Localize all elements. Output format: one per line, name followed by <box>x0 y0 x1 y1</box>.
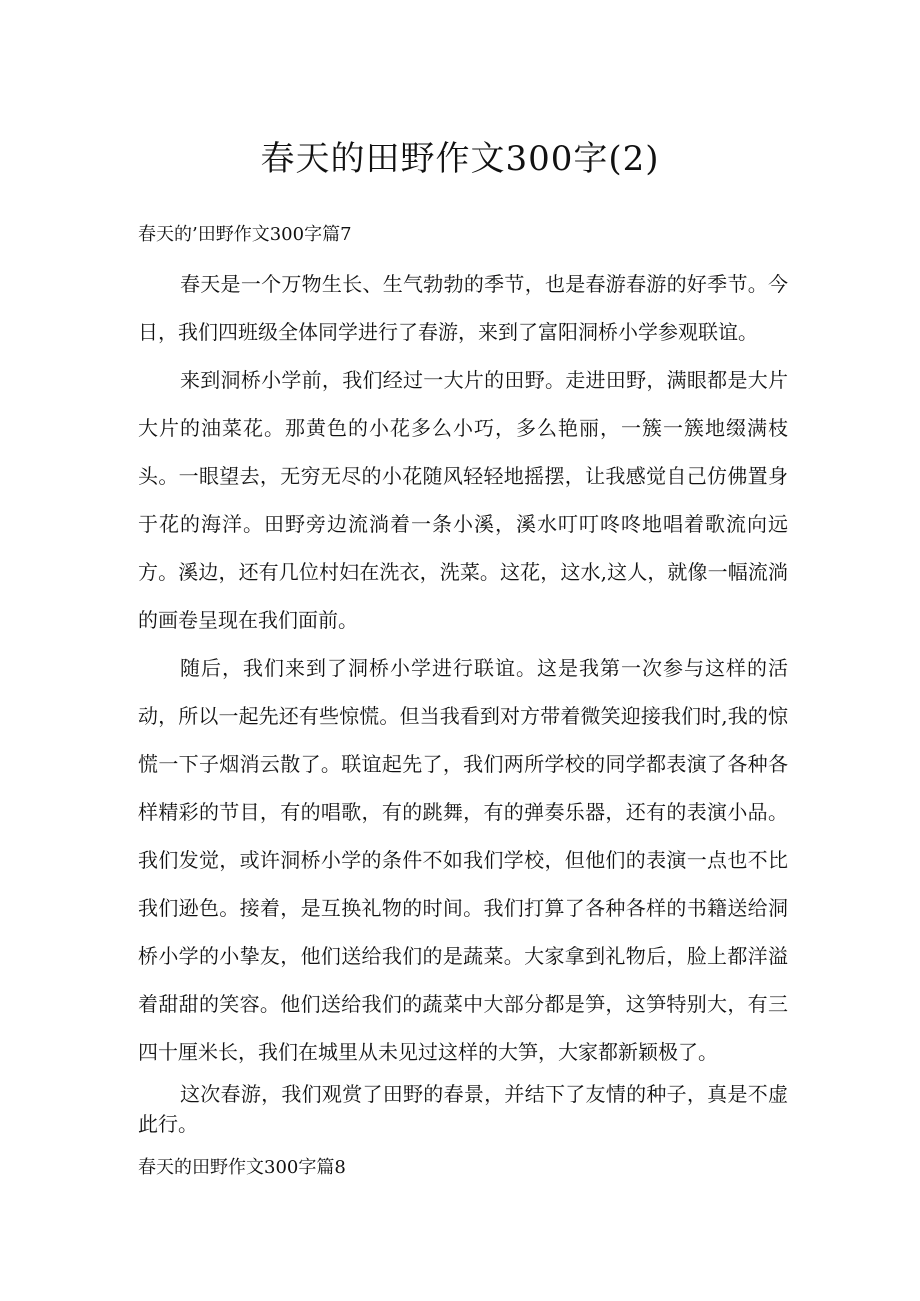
paragraph-3: 随后，我们来到了洞桥小学进行联谊。这是我第一次参与这样的活动，所以一起先还有些惊慌。但当我看到对方带着微笑迎接我们时,我的惊慌一下子烟消云散了。联谊起先了，我们两所学校的同学都表演了各种各样精彩的节目，有的唱歌，有的跳舞，有的弹奏乐器，还有的表演小品。我们发觉，或许洞桥小学的条件不如我们学校，但他们的表演一点也不比我们逊色。接着，是互换礼物的时间。我们打算了各种各样的书籍送给洞桥小学的小挚友，他们送给我们的是蔬菜。大家拿到礼物后，脸上都洋溢着甜甜的笑容。他们送给我们的蔬菜中大部分都是笋，这笋特别大，有三四十厘米长，我们在城里从未见过这样的大笋，大家都新颖极了。 <box>138 656 788 1064</box>
document-title: 春天的田野作文300字(2) <box>260 139 660 179</box>
section-heading-7: 春天的’田野作文300字篇7 <box>138 224 352 245</box>
paragraph-4: 这次春游，我们观赏了田野的春景，并结下了友情的种子，真是不虚此行。 <box>138 1082 788 1136</box>
paragraph-1: 春天是一个万物生长、生气勃勃的季节，也是春游春游的好季节。今日，我们四班级全体同学进行了春游，来到了富阳洞桥小学参观联谊。 <box>138 272 788 344</box>
section-heading-8: 春天的田野作文300字篇8 <box>138 1157 346 1178</box>
paragraph-2: 来到洞桥小学前，我们经过一大片的田野。走进田野，满眼都是大片大片的油菜花。那黄色的小花多么小巧，多么艳丽，一簇一簇地缀满枝头。一眼望去，无穷无尽的小花随风轻轻地摇摆，让我感觉自己仿佛置身于花的海洋。田野旁边流淌着一条小溪，溪水叮叮咚咚地唱着歌流向远方。溪边，还有几位村妇在洗衣，洗菜。这花，这水,这人，就像一幅流淌的画卷呈现在我们面前。 <box>138 368 788 632</box>
